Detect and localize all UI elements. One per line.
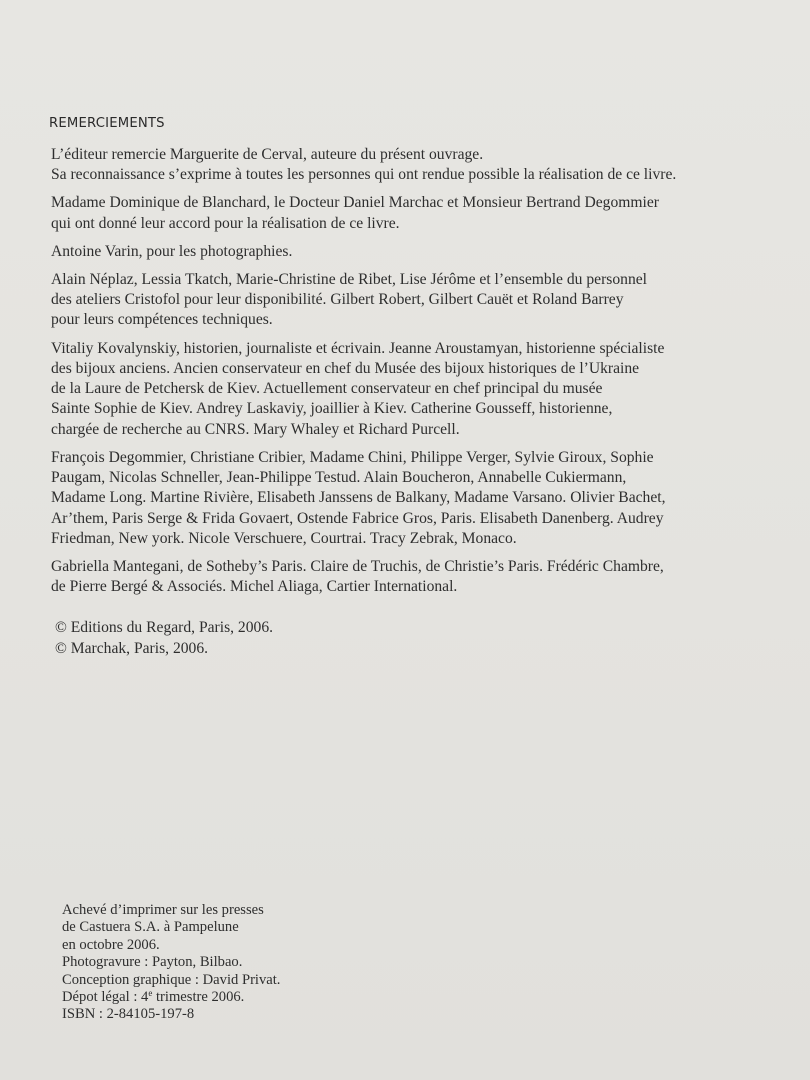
text-line: des ateliers Cristofol pour leur disponibilité. Gilbert Robert, Gilbert Cauët et Roland Barrey	[51, 291, 624, 309]
colophon-line: Photogravure : Payton, Bilbao.	[62, 954, 243, 971]
text-line: Antoine Varin, pour les photographies.	[51, 242, 293, 260]
text-line: chargée de recherche au CNRS. Mary Whaley et Richard Purcell.	[51, 420, 460, 438]
paragraph-4	[51, 270, 751, 331]
paragraph-2	[51, 193, 751, 234]
paragraph-1	[51, 145, 751, 186]
colophon-line: en octobre 2006.	[62, 936, 160, 953]
text-line: Alain Néplaz, Lessia Tkatch, Marie-Christine de Ribet, Lise Jérôme et l’ensemble du personnel	[51, 270, 647, 288]
colophon-line: Conception graphique : David Privat.	[62, 971, 281, 988]
text-line: François Degommier, Christiane Cribier, Madame Chini, Philippe Verger, Sylvie Giroux, Sophie	[51, 448, 654, 466]
text-line: Madame Dominique de Blanchard, le Docteur Daniel Marchac et Monsieur Bertrand Degommier	[51, 194, 659, 212]
text-line: des bijoux anciens. Ancien conservateur en chef du Musée des bijoux historiques de l’Ukraine	[51, 359, 640, 377]
acknowledgements-body	[51, 145, 751, 606]
isbn-line: ISBN : 2-84105-197-8	[62, 1006, 195, 1023]
legal-deposit-line	[62, 989, 280, 1006]
colophon-block	[62, 902, 280, 1024]
text-line: Madame Long. Martine Rivière, Elisabeth Janssens de Balkany, Madame Varsano. Olivier Bachet,	[51, 489, 666, 507]
paragraph-7	[51, 557, 751, 598]
text-line: Vitaliy Kovalynskiy, historien, journaliste et écrivain. Jeanne Aroustamyan, historienne spécialiste	[51, 339, 665, 357]
page-heading: REMERCIEMENTS	[49, 116, 165, 131]
text-line: de Pierre Bergé & Associés. Michel Aliaga, Cartier International.	[51, 578, 458, 596]
text-line: de la Laure de Petchersk de Kiev. Actuellement conservateur en chef principal du musée	[51, 380, 603, 398]
copyright-block	[55, 618, 273, 659]
text-line: Friedman, New york. Nicole Verschuere, Courtrai. Tracy Zebrak, Monaco.	[51, 530, 517, 548]
paragraph-5	[51, 339, 751, 440]
text-line: Sainte Sophie de Kiev. Andrey Laskaviy, joaillier à Kiev. Catherine Gousseff, historienne,	[51, 400, 613, 418]
text-line: pour leurs compétences techniques.	[51, 311, 273, 329]
colophon-line: Achevé d’imprimer sur les presses	[62, 902, 264, 918]
text-line: Ar’them, Paris Serge & Frida Govaert, Ostende Fabrice Gros, Paris. Elisabeth Danenberg. Audrey	[51, 509, 664, 527]
copyright-line: © Editions du Regard, Paris, 2006.	[55, 619, 274, 636]
copyright-line: © Marchak, Paris, 2006.	[55, 639, 209, 657]
text-line: L’éditeur remercie Marguerite de Cerval, auteure du présent ouvrage.	[51, 146, 484, 163]
ordinal-suffix: e	[148, 988, 153, 999]
text-line: qui ont donné leur accord pour la réalisation de ce livre.	[51, 214, 400, 232]
text-line: Gabriella Mantegani, de Sotheby’s Paris. Claire de Truchis, de Christie’s Paris. Frédéric Chambre,	[51, 558, 664, 576]
paragraph-6	[51, 448, 751, 549]
text-line: Paugam, Nicolas Schneller, Jean-Philippe Testud. Alain Boucheron, Annabelle Cukiermann,	[51, 469, 627, 487]
paragraph-3	[51, 242, 751, 262]
colophon-line: de Castuera S.A. à Pampelune	[62, 919, 239, 936]
text-line: Sa reconnaissance s’exprime à toutes les personnes qui ont rendue possible la réalisation de ce livre.	[51, 166, 677, 184]
legal-deposit-suffix: trimestre 2006.	[152, 989, 245, 1006]
legal-deposit-prefix: Dépot légal : 4	[62, 989, 149, 1006]
